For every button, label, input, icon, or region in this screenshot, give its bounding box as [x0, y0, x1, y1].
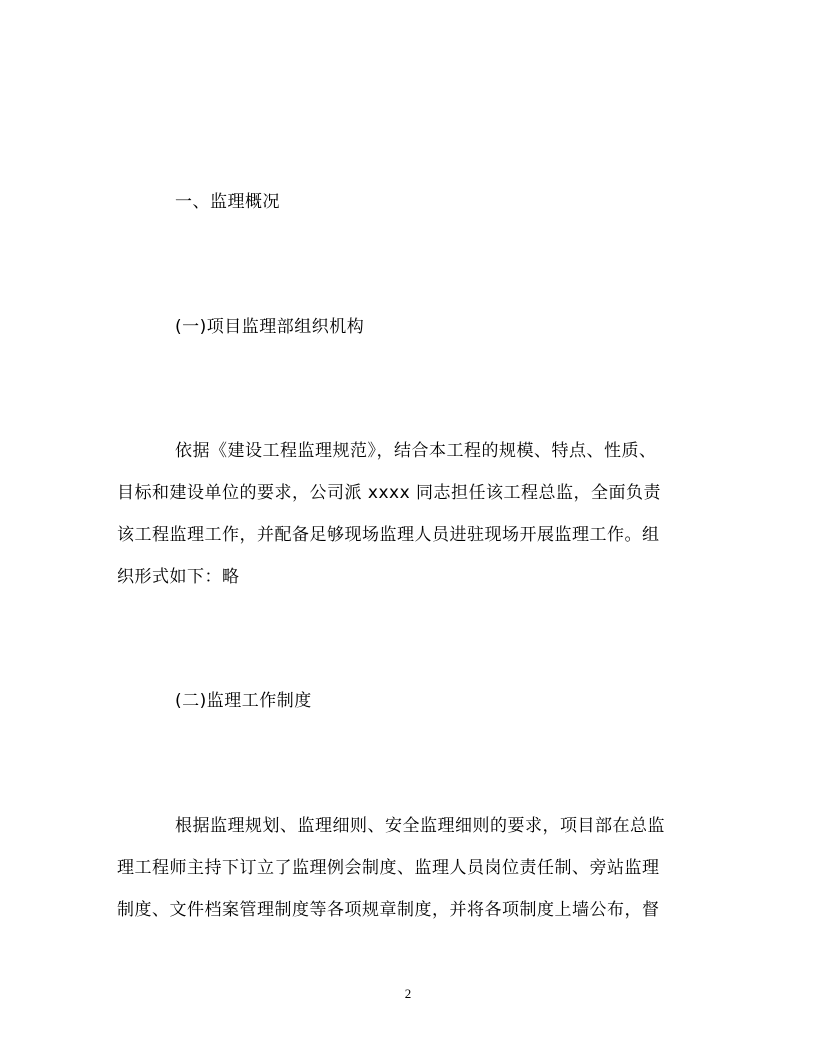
subsection-heading-system: (二)监理工作制度: [175, 691, 312, 711]
paragraph-line: 依据《建设工程监理规范》，结合本工程的规模、特点、性质、: [175, 441, 657, 461]
paragraph-line: 根据监理规划、监理细则、安全监理细则的要求，项目部在总监: [175, 816, 665, 836]
paragraph-line: 制度、文件档案管理制度等各项规章制度，并将各项制度上墙公布，督: [117, 900, 660, 920]
subsection-heading-organization: (一)项目监理部组织机构: [175, 317, 365, 337]
paragraph-line: 理工程师主持下订立了监理例会制度、监理人员岗位责任制、旁站监理: [117, 858, 660, 878]
paragraph-line: 目标和建设单位的要求，公司派 xxxx 同志担任该工程总监，全面负责: [117, 483, 662, 503]
section-heading: 一、监理概况: [175, 192, 280, 212]
paragraph-line: 该工程监理工作，并配备足够现场监理人员进驻现场开展监理工作。组: [117, 525, 660, 545]
paragraph-line: 织形式如下：略: [117, 567, 240, 587]
page-number: 2: [404, 986, 412, 1001]
